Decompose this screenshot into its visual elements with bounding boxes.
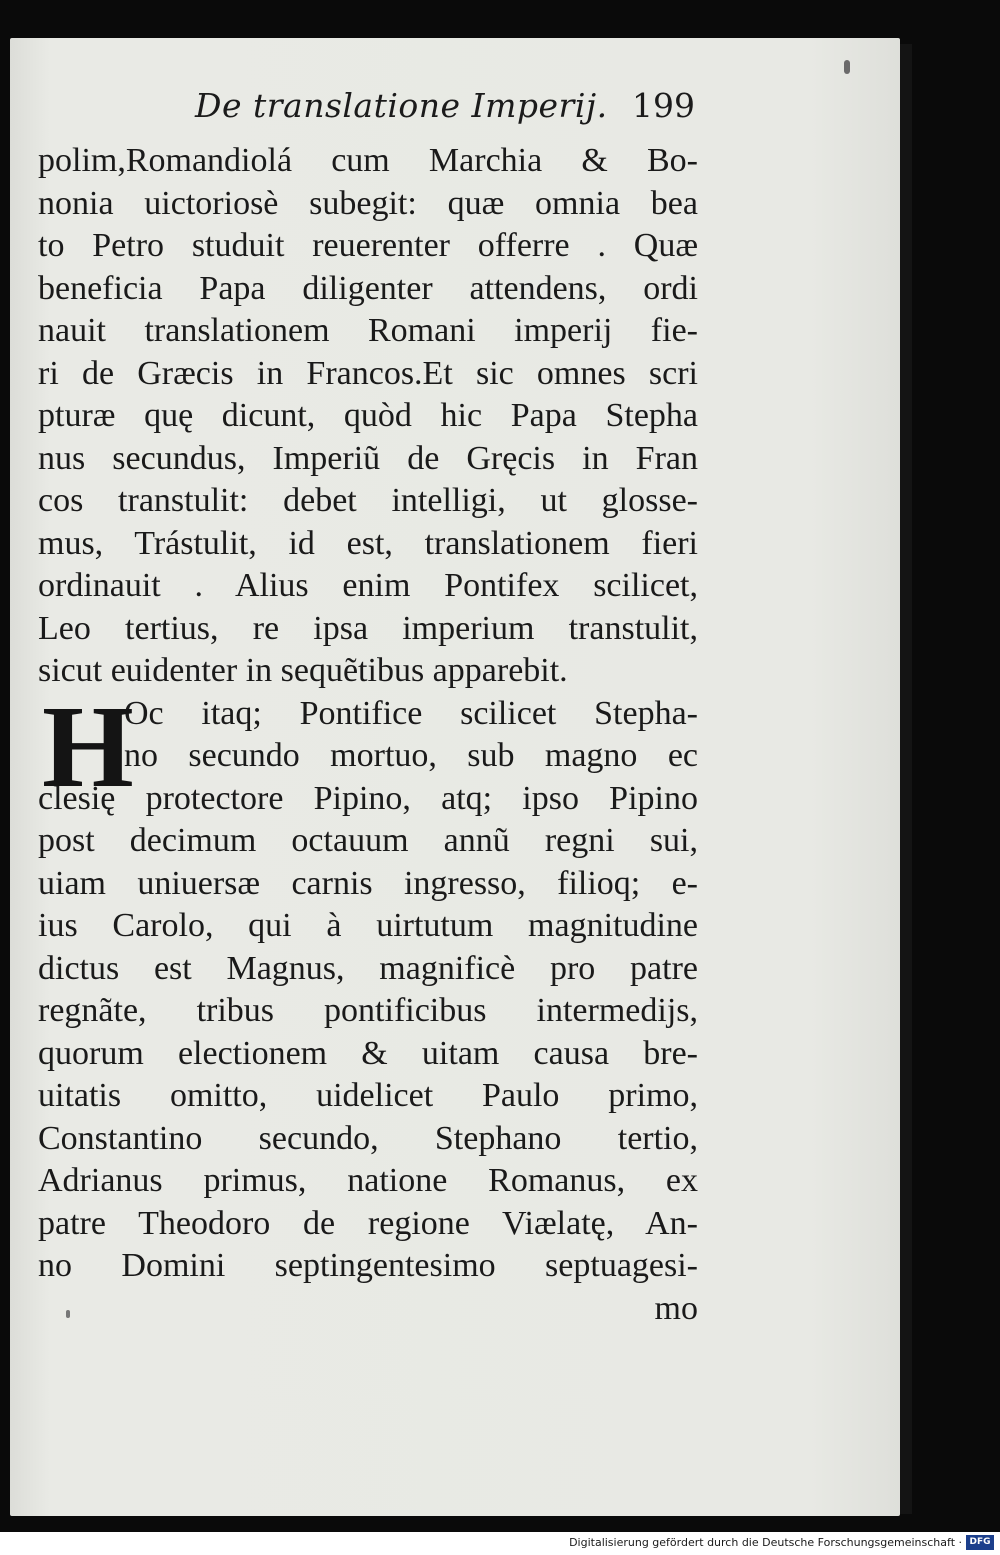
text-line: clesię protectore Pipino, atq; ipso Pipino xyxy=(38,779,698,817)
text-line: regnãte, tribus pontificibus intermedijs, xyxy=(38,992,698,1029)
text-line: uiam uniuersæ carnis ingresso, filioq; e- xyxy=(38,864,698,902)
text-line: quorum electionem & uitam causa bre- xyxy=(38,1034,698,1072)
text-line: beneficia Papa diligenter attendens, ordi xyxy=(38,269,698,307)
text-line: Leo tertius, re ipsa imperium transtulit, xyxy=(38,609,698,647)
text-line: no Domini septingentesimo septuagesi- xyxy=(38,1247,698,1284)
text-line: nonia uictoriosè subegit: quæ omnia bea xyxy=(38,184,698,222)
catchword: mo xyxy=(654,1289,698,1327)
text-line: patre Theodoro de regione Viælatę, An- xyxy=(38,1204,698,1242)
text-line: mus, Trástulit, id est, translationem fieri xyxy=(38,524,698,562)
text-line: nauit translationem Romani imperij fie- xyxy=(38,312,698,349)
text-line: Oc itaq; Pontifice scilicet Stepha- xyxy=(124,694,698,732)
text-line: polim,Romandiolá cum Marchia & Bo- xyxy=(38,142,698,179)
text-line: post decimum octauum annũ regni sui, xyxy=(38,822,698,859)
running-head xyxy=(195,86,695,136)
text-line: Adrianus primus, natione Romanus, ex xyxy=(38,1162,698,1199)
running-title: De translatione Imperij. xyxy=(195,86,608,125)
page-edge-shadow xyxy=(900,44,912,1514)
text-line: to Petro studuit reuerenter offerre . Quæ xyxy=(38,227,698,264)
text-line: sicut euidenter in sequẽtibus apparebit. xyxy=(38,652,568,689)
drop-cap-initial: H xyxy=(42,680,134,812)
text-line: ri de Græcis in Francos.Et sic omnes scri xyxy=(38,354,698,392)
text-line: Constantino secundo, Stephano tertio, xyxy=(38,1119,698,1157)
paper-mark xyxy=(844,60,850,74)
body-text xyxy=(38,140,698,1330)
footer-bar xyxy=(0,1532,1000,1555)
text-line: dictus est Magnus, magnificè pro patre xyxy=(38,949,698,987)
text-line: ordinauit . Alius enim Pontifex scilicet, xyxy=(38,567,698,604)
page-number: 199 xyxy=(632,86,695,125)
dfg-logo: DFG xyxy=(966,1535,994,1550)
text-line: no secundo mortuo, sub magno ec xyxy=(124,737,698,774)
text-line: ius Carolo, qui à uirtutum magnitudine xyxy=(38,907,698,944)
funding-credit: Digitalisierung gefördert durch die Deutsche Forschungsgemeinschaft · xyxy=(569,1536,962,1549)
text-line: cos transtulit: debet intelligi, ut glosse- xyxy=(38,482,698,519)
text-line: pturæ quę dicunt, quòd hic Papa Stepha xyxy=(38,397,698,434)
text-line: uitatis omitto, uidelicet Paulo primo, xyxy=(38,1077,698,1114)
text-line: nus secundus, Imperiũ de Gręcis in Fran xyxy=(38,439,698,477)
